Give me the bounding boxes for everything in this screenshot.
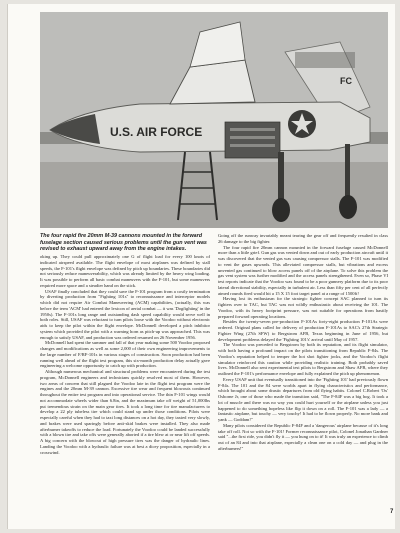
magazine-page: [7, 4, 395, 529]
body-paragraph: Every USAF unit that eventually transitioned into the 'Fighting 101' had previously flown F-84s. The 101 and the 84 were worlds apart in flying characteristics and performance, which brought about some drastic departures from old flying habits. Colonel C.Robert 'Ox' Osborne Jr, one of those who made the transition said, "The F-84F was a big hog. It took a lot of muscle and there was no way you could hurt yourself or the airplane unless you just happened to do something hopeless like flip it down on a roll. The F-101 was a lady — a fantastic airplane, but touchy — very touchy! It had to be flown properly. No more bank and yank — Goddam!": [218, 376, 388, 422]
right-column: [218, 233, 388, 452]
body-paragraph: The four rapid fire 20mm cannon mounted in the forward fuselage caused McDonnell more than a little grief. Gun gas was vented down and out of early production aircraft until it was discovered that the vented gas was causing compressor stalls. The F-101 was modified to vent the gases upwards. This alleviated compressor stalls, but vibrations and excess unvented gas continued to blow access panels off of the airplane. To solve this problem the gas vent system was further modified and the access panels strengthened. Even so, Phase VI test reports indicate that the Voodoo was found to be a poor gunnery platform due to its poor lateral directional stability, especially in turbulent air. Less than fifty per cent of all perfectly aimed rounds fired would hit a 15 X 15 foot target panel at a range of 1500ft!: [218, 244, 388, 296]
body-paragraph: McDonnell had spent the summer and fall of that year making some 500 Voodoo proposed changes and modifications as well as some 2,000 of their own engineering improvements to the large number of F/RF-101s in various stages of construction. Soon production had been running well ahead of the flight test program, this six-month production delay actually gave engineering a welcome opportunity to catch up with production.: [40, 340, 210, 369]
left-column: [40, 254, 210, 455]
fuselage-marking: U.S. AIR FORCE: [110, 125, 203, 139]
aircraft-photo: [40, 12, 388, 228]
tail-marking: FC: [340, 76, 352, 86]
body-paragraph: Going off the runway invariably meant tearing the gear off and frequently resulted in class 26 damage to the big fighter.: [218, 233, 388, 244]
body-paragraph: Many pilots considered the Republic F-84F and a 'dangerous' airplane because of it's long take off roll. Not so with the F-101! Former reconnaissance pilot, Colonel Jonathan Gardner said "...the first ride, you didn't fly it — you hung on to it! It was truly an experience to climb out of an 84 and into that airplane, especially a clean one on a cold day — and plug in the afterburners!": [218, 422, 388, 451]
page-number: 7: [390, 509, 394, 515]
body-paragraph: The Voodoo was preceded to Bergstrom by both its reputation, and its flight simulator, with both having a profound impact on the pilots transitioning from Republic F-84s. The Voodoo's reputation helped to temper the hot shot fighter jocks, and the Voodoo's flight simulator reinforced this caution while providing realistic training. Both probably saved lives. McDonnell also sent experimental test pilots to Bergstrom and Shaw AFB, where they outlined the F-101's performance envelope and fully explained the pitch up phenomenon.: [218, 342, 388, 376]
f101-voodoo-illustration: [40, 12, 388, 228]
body-paragraph: USAF finally concluded that they could save the F-101 program from a costly termination by diverting production from "Fighting 101s" to reconnaissance and interceptor models which did not require Air Combat Maneuvering (ACM) capabilities, (actually, this was before the term 'ACM' had entered the lexicon of aerial combat — it was 'Dogfighting' in the 1950s). The F-101s long range and outstanding dash speed capability would serve well in both roles. Still, USAF was reluctant to turn pilots loose with the Voodoo without electronic aids to keep the pilot within the flight envelope. McDonnell developed a pitch inhibitor system which provided the pilot with a warning horn as pitch-up was approached. This was enough to satisfy USAF, and production was ordered resumed on 26 November 1956.: [40, 288, 210, 340]
body-paragraph: Having lost its enthusiasm for the strategic fighter concept SAC planned to turn its fighters over to TAC, but TAC was not wildly enthusiastic about receiving the 101. The Voodoo, with its heavy footprint pressure, was not suitable for operations from hastily prepared forward operating locations.: [218, 296, 388, 319]
body-paragraph: Although numerous mechanical and structural problems were encountered during the test program, McDonnell engineers and technicians quickly resolved most of them. However, two areas of concern that still plagued the Voodoo late in the flight test program were the engines and the 20mm M-39 cannon. Excessive tire wear and frequent blowouts continued throughout the entire test program and into operational service. The thin F-101 wings would not accommodate wheels wider than 6.8in, and the maximum take off weight of 51,000lbs put tremendous strain on the main gear tires. It took a long time for tire manufacturers to develop a 22 ply tubeless tire which could stand up under those conditions. Pilots were especially careful when they had to taxi long distances on a hot day, they taxied very slowly, and brakes were used sparingly before anti-skid brakes were installed. They also made afterburner takeoffs to reduce the load. Fortunately the Voodoo could be landed successfully with a blown tire and take offs were generally aborted if a tire blew at or near lift off speeds. A big concern with the blowout of high pressure tires was the danger of hydraulic lines. Landing the Voodoo with a hydraulic failure was at best a dicey proposition, especially in a crosswind.: [40, 369, 210, 455]
photo-caption: The four rapid fire 20mm M-39 cannons mounted in the forward fuselage section caused serious problems until the gun vent was revised to exhaust upward away from the engine intakes.: [40, 233, 207, 253]
body-paragraph: oking up. They could pull approximately one G of flight load for every 100 knots of indicated airspeed available. The flight envelope of most airplanes was defined by stall speeds, the F-101's flight envelope was defined by pitch up boundaries. These boundaries did not seriously reduce maneuverability, which was already limited by the heavy wing loading. It was possible to perform all basic combat maneuvers with the F-101, but some maneuvers required more space and a steadier hand on the stick.: [40, 254, 210, 288]
body-paragraph: Besides the twenty-seven pre-production F-101As forty-eight production F-101As were ordered. Original plans called for delivery of production F-101As to SAC's 27th Strategic Fighter Wing (27th SFW) to Bergstrom AFB, Texas beginning in June of 1956, but development problems delayed the 'Fighting 101's' arrival until May of 1957.: [218, 319, 388, 342]
